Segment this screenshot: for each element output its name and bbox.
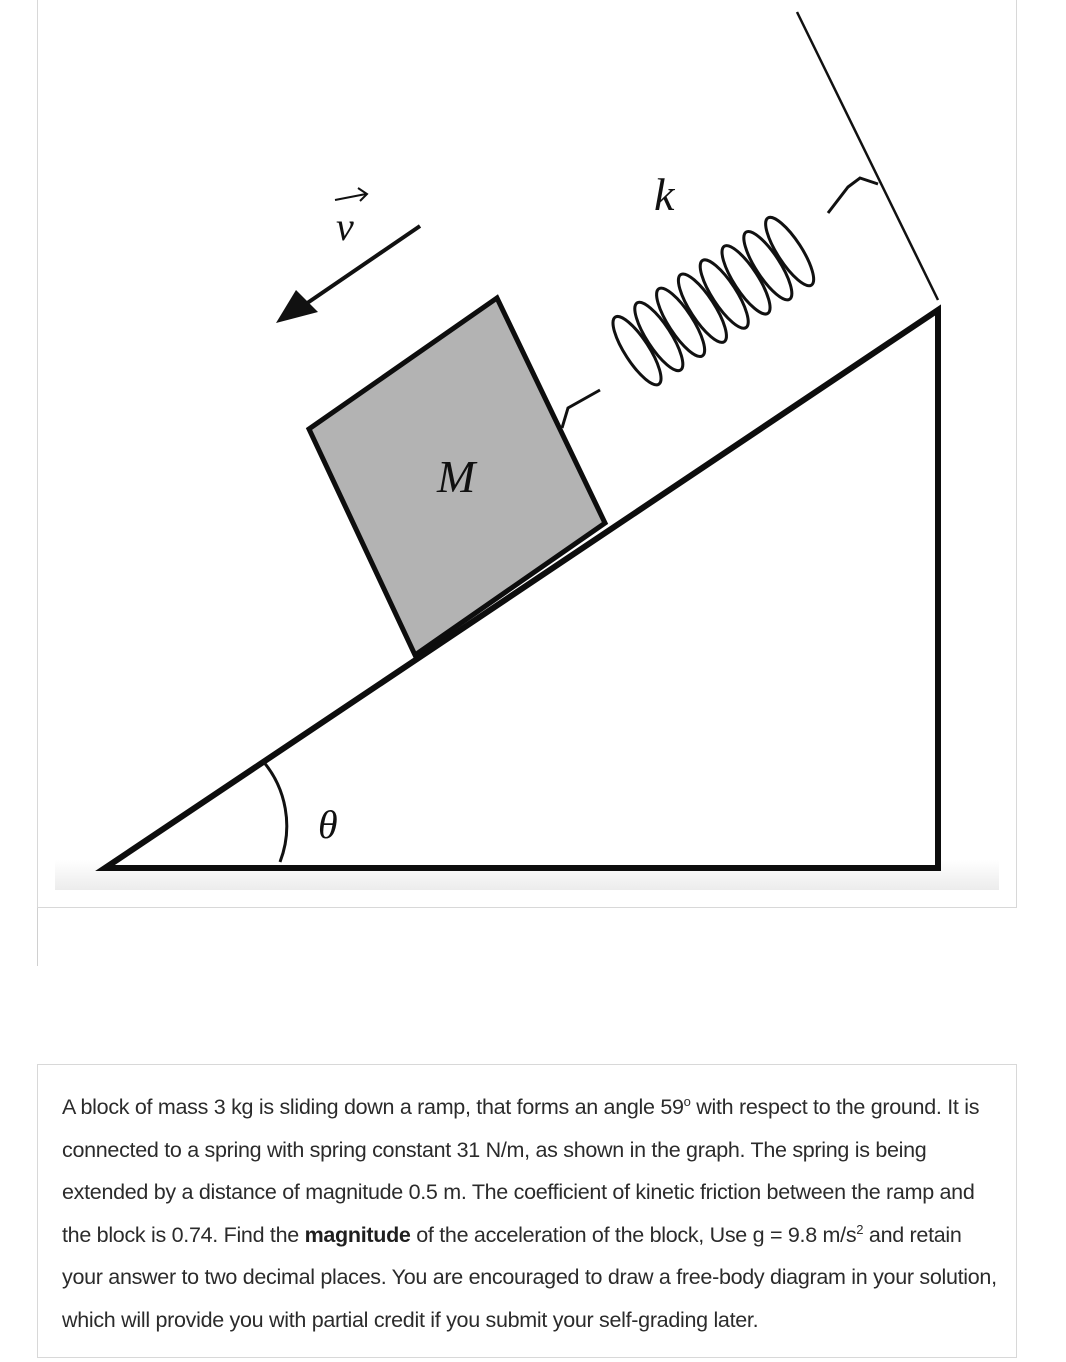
vector-bar-icon [335, 188, 367, 201]
problem-text-part4: and retain your answer to two decimal places. You are encouraged to draw a free-body diagram in your solution, which will provide you with partial credit if you submit your self-grading later. [62, 1222, 997, 1332]
mass-label: M [437, 451, 476, 502]
velocity-label: v [336, 204, 354, 249]
problem-statement [62, 1086, 997, 1341]
spring-left-lead [562, 390, 600, 428]
problem-text-part3: of the acceleration of the block, Use g = 9.8 m/s [410, 1222, 857, 1247]
angle-label: θ [318, 802, 338, 847]
wall-line [797, 12, 938, 300]
problem-text-part1: A block of mass 3 kg is sliding down a ramp, that forms an angle 59 [62, 1095, 684, 1119]
squared-superscript: 2 [856, 1221, 864, 1237]
bold-emphasis: magnitude [304, 1222, 411, 1247]
spring-constant-label: k [654, 169, 675, 220]
degree-superscript: o [683, 1093, 691, 1109]
spring-right-lead [828, 178, 878, 213]
problem-text-part2: with respect to the ground. It is connected to a spring with spring constant 31 N/m, as shown in the graph. The spring is being extended by a distance of magnitude 0.5 m. The coefficient of kinetic friction between the ramp and the block is 0.74. Find the [62, 1095, 980, 1247]
